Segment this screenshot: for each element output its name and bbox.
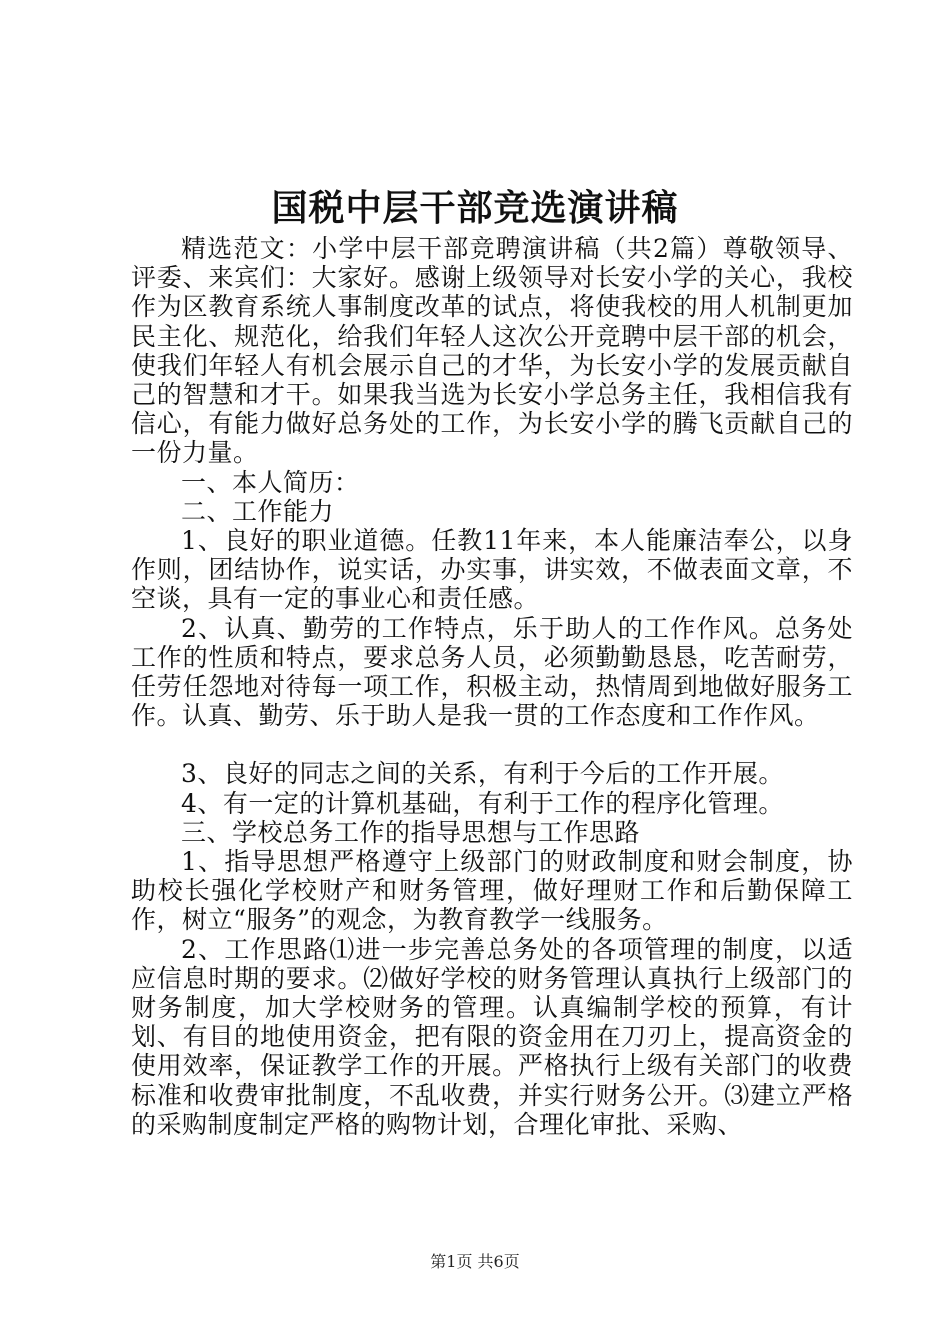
paragraph-section-1-heading: 一、本人简历：: [181, 467, 360, 497]
page-footer: 第1页 共6页: [430, 1252, 520, 1271]
paragraph-ability-1: 1、良好的职业道德。任教11年来，本人能廉洁奉公，以身作则，团结协作，说实话，办实事，讲实效，不做表面文章，不空谈，具有一定的事业心和责任感。: [131, 526, 853, 614]
paragraph-intro: 精选范文：小学中层干部竞聘演讲稿（共2篇）尊敬领导、评委、来宾们：大家好。感谢上级领导对长安小学的关心，我校作为区教育系统人事制度改革的试点，将使我校的用人机制更加民主化、规范化，给我们年轻人这次公开竞聘中层干部的机会，使我们年轻人有机会展示自己的才华，为长安小学的发展贡献自己的智慧和才干。如果我当选为长安小学总务主任，我相信我有信心，有能力做好总务处的工作，为长安小学的腾飞贡献自己的一份力量。: [131, 234, 853, 468]
paragraph-work-plan: 2、工作思路⑴进一步完善总务处的各项管理的制度，以适应信息时期的要求。⑵做好学校的财务管理认真执行上级部门的财务制度，加大学校财务的管理。认真编制学校的预算，有计划、有目的地使用资金，把有限的资金用在刀刃上，提高资金的使用效率，保证教学工作的开展。严格执行上级有关部门的收费标准和收费审批制度，不乱收费，并实行财务公开。⑶建立严格的采购制度制定严格的购物计划，合理化审批、采购、: [131, 934, 853, 1139]
paragraph-section-2-heading: 二、工作能力: [181, 496, 335, 526]
paragraph-guiding-thought: 1、指导思想严格遵守上级部门的财政制度和财会制度，协助校长强化学校财产和财务管理，做好理财工作和后勤保障工作，树立“服务”的观念，为教育教学一线服务。: [131, 847, 853, 935]
document-title: 国税中层干部竞选演讲稿: [271, 187, 679, 229]
paragraph-section-3-heading: 三、学校总务工作的指导思想与工作思路: [181, 817, 641, 847]
document-body: [131, 234, 853, 1139]
paragraph-ability-3: 3、良好的同志之间的关系，有利于今后的工作开展。: [181, 759, 784, 789]
paragraph-ability-2: 2、认真、勤劳的工作特点，乐于助人的工作作风。总务处工作的性质和特点，要求总务人员，必须勤勤恳恳，吃苦耐劳，任劳任怨地对待每一项工作，积极主动，热情周到地做好服务工作。认真、勤劳、乐于助人是我一贯的工作态度和工作作风。: [131, 613, 853, 731]
paragraph-ability-4: 4、有一定的计算机基础，有利于工作的程序化管理。: [181, 788, 784, 818]
